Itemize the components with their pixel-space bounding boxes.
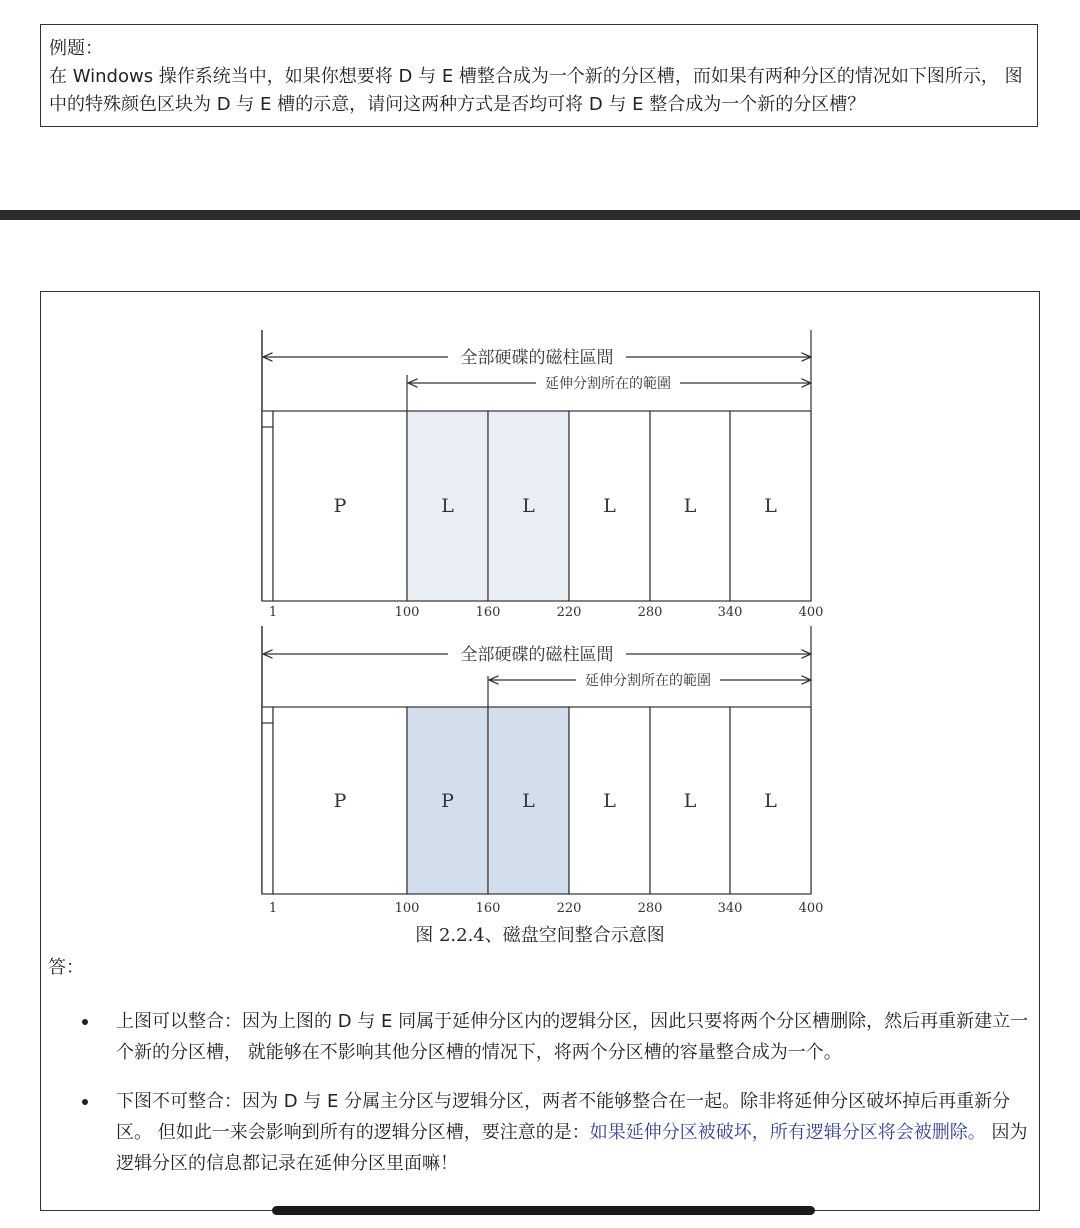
answer-item-top [74,1006,1036,1068]
bullet-icon [82,1019,88,1025]
cylinder-tick-label: 220 [556,901,582,916]
question-body: 在 Windows 操作系统当中，如果你想要将 D 与 E 槽整合成为一个新的分区槽，而如果有两种分区的情况如下图所示， 图中的特殊颜色区块为 D 与 E 槽的示意，请问这两种方式是否均可将 D 与 E 整合成为一个新的分区槽？ [49,66,1023,115]
partition-label: P [333,495,347,517]
answer-item-bottom-text-a: 下图不可整合：因为 D 与 E 分属主分区与逻辑分区，两者不能够整合在一起。除非将延伸分区破坏掉后再重新分区。 但如此一来会影响到所有的逻辑分区槽，要注意的是： [116,1091,1011,1143]
cylinder-tick-label: 400 [798,605,824,620]
answer-item-bottom-text-b: 因为逻辑分区的信息都记录在延伸分区里面嘛！ [116,1122,1028,1174]
cylinder-tick-label: 160 [475,605,501,620]
cylinder-tick-label: 340 [717,605,743,620]
home-indicator[interactable] [272,1206,815,1215]
cylinder-tick-label: 340 [717,901,743,916]
partition-label: L [683,495,697,517]
cylinder-tick-label: 100 [394,605,420,620]
question-label: 例题： [49,38,103,59]
partition-label: L [441,495,454,517]
cylinder-tick-label: 100 [394,901,420,916]
partition-label: P [441,790,454,812]
answer-item-top-text: 上图可以整合：因为上图的 D 与 E 同属于延伸分区内的逻辑分区，因此只要将两个分区槽删除，然后再重新建立一个新的分区槽， 就能够在不影响其他分区槽的情况下，将两个分区槽的容量整合成为一个。 [116,1011,1029,1063]
bullet-icon [82,1099,88,1105]
extended-range-label: 延伸分割所在的範圍 [545,376,671,392]
mbr-block [262,707,273,894]
answer-label: 答： [48,957,84,978]
figure-caption: 图 2.2.4、磁盘空间整合示意图 [415,925,665,946]
partition-label: P [333,790,347,812]
cylinder-tick-label: 220 [556,605,582,620]
full-range-label: 全部硬碟的磁柱區間 [460,348,614,368]
partition-label: L [603,790,616,812]
partition-label: L [522,790,535,812]
extended-range-label: 延伸分割所在的範圍 [585,673,711,689]
answer-item-bottom-highlight: 如果延伸分区被破坏，所有逻辑分区将会被删除。 [589,1122,986,1143]
partition-label: L [764,790,777,812]
cylinder-tick-label: 1 [268,605,278,620]
cylinder-tick-label: 280 [637,605,663,620]
cylinder-tick-label: 1 [268,901,278,916]
partition-label: L [522,495,535,517]
partition-label: L [764,495,777,517]
full-range-label: 全部硬碟的磁柱區間 [460,645,614,665]
mbr-block [262,411,273,601]
partition-label: L [683,790,697,812]
cylinder-tick-label: 280 [637,901,663,916]
answer-list [74,1006,1036,1197]
partition-label: L [603,495,616,517]
cylinder-tick-label: 160 [475,901,501,916]
answer-item-bottom [74,1086,1036,1179]
cylinder-tick-label: 400 [798,901,824,916]
